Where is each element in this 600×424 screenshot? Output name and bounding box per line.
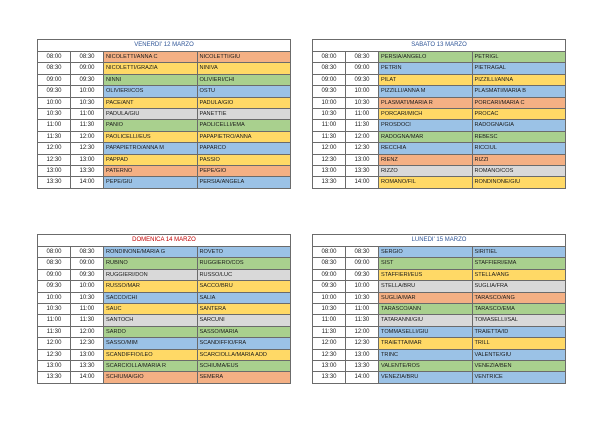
start-time-cell: 12:30	[313, 154, 346, 165]
end-time-cell: 14:00	[346, 177, 379, 188]
name-cell-second: RADOGNA/GIA	[472, 120, 566, 131]
end-time-cell: 11:30	[346, 315, 379, 326]
table-row	[38, 315, 291, 326]
start-time-cell: 08:30	[313, 258, 346, 269]
table-row	[38, 372, 291, 383]
name-cell-first: RUGGIERI/DON	[104, 269, 198, 280]
end-time-cell: 12:00	[71, 131, 104, 142]
name-cell-second: SUGLIA/FRA	[472, 281, 566, 292]
start-time-cell: 08:30	[38, 258, 71, 269]
name-cell-second: TARASCO/ANG	[472, 292, 566, 303]
start-time-cell: 10:00	[38, 292, 71, 303]
name-cell-first: SCANDIFFIO/LEO	[104, 349, 198, 360]
day-title: SABATO 13 MARZO	[313, 40, 566, 52]
name-cell-second: OLIVIERI/CHI	[197, 74, 291, 85]
end-time-cell: 13:30	[71, 361, 104, 372]
name-cell-first: SASSO/MIM	[104, 338, 198, 349]
name-cell-second: PIETRAGAL	[472, 63, 566, 74]
start-time-cell: 12:30	[313, 349, 346, 360]
name-cell-first: PATERNO	[104, 166, 198, 177]
name-cell-second: PASSIO	[197, 154, 291, 165]
name-cell-first: TOMMASELLI/GIU	[379, 326, 473, 337]
name-cell-second: OSTU	[197, 86, 291, 97]
table-row	[38, 52, 291, 63]
name-cell-first: PORCARI/MICH	[379, 109, 473, 120]
name-cell-second: PAPARCO	[197, 143, 291, 154]
start-time-cell: 12:30	[38, 154, 71, 165]
table-row	[38, 258, 291, 269]
name-cell-first: TRINC	[379, 349, 473, 360]
name-cell-first: NICOLETTI/GRAZIA	[104, 63, 198, 74]
name-cell-second: SANTERA	[197, 304, 291, 315]
table-row	[313, 338, 566, 349]
name-cell-first: RUSSO/MAR	[104, 281, 198, 292]
name-cell-first: SARDO	[104, 326, 198, 337]
name-cell-second: RONDINONE/GIU	[472, 177, 566, 188]
table-row	[38, 177, 291, 188]
end-time-cell: 10:00	[346, 86, 379, 97]
name-cell-second: PIZZILLI/ANNA	[472, 74, 566, 85]
day-title: VENERDI' 12 MARZO	[38, 40, 291, 52]
end-time-cell: 12:30	[71, 338, 104, 349]
end-time-cell: 09:00	[346, 63, 379, 74]
end-time-cell: 09:30	[71, 74, 104, 85]
table-row	[313, 247, 566, 258]
table-row	[313, 86, 566, 97]
name-cell-second: RUSSO/LUC	[197, 269, 291, 280]
end-time-cell: 13:30	[346, 166, 379, 177]
start-time-cell: 09:30	[313, 86, 346, 97]
start-time-cell: 10:30	[38, 304, 71, 315]
name-cell-first: STAFFIERI/EUS	[379, 269, 473, 280]
name-cell-first: SACCO/CHI	[104, 292, 198, 303]
name-cell-second: SCHIUMA/EUS	[197, 361, 291, 372]
table-row	[313, 292, 566, 303]
start-time-cell: 09:00	[38, 74, 71, 85]
end-time-cell: 09:00	[71, 258, 104, 269]
table-row	[313, 131, 566, 142]
table-row	[38, 247, 291, 258]
name-cell-first: PILAT	[379, 74, 473, 85]
table-row	[313, 166, 566, 177]
table-row	[38, 281, 291, 292]
end-time-cell: 12:00	[346, 131, 379, 142]
table-row	[38, 361, 291, 372]
table-row	[38, 86, 291, 97]
name-cell-second: PEPE/GIO	[197, 166, 291, 177]
name-cell-first: PANIO	[104, 120, 198, 131]
start-time-cell: 11:30	[313, 131, 346, 142]
start-time-cell: 11:00	[38, 315, 71, 326]
end-time-cell: 10:30	[71, 292, 104, 303]
end-time-cell: 09:30	[71, 269, 104, 280]
table-row	[38, 269, 291, 280]
table-row	[38, 154, 291, 165]
name-cell-second: PLASMATI/MARIA B	[472, 86, 566, 97]
start-time-cell: 08:00	[313, 247, 346, 258]
end-time-cell: 13:30	[71, 166, 104, 177]
table-row	[313, 372, 566, 383]
name-cell-first: RECCHIA	[379, 143, 473, 154]
end-time-cell: 14:00	[71, 177, 104, 188]
table-row	[313, 109, 566, 120]
start-time-cell: 10:00	[38, 97, 71, 108]
name-cell-second: NINIVA	[197, 63, 291, 74]
end-time-cell: 09:30	[346, 74, 379, 85]
start-time-cell: 11:30	[38, 326, 71, 337]
name-cell-first: SUGLIA/MAR	[379, 292, 473, 303]
end-time-cell: 12:30	[71, 143, 104, 154]
end-time-cell: 10:30	[346, 292, 379, 303]
table-row	[38, 326, 291, 337]
end-time-cell: 14:00	[71, 372, 104, 383]
name-cell-second: REBESC	[472, 131, 566, 142]
name-cell-second: SALIA	[197, 292, 291, 303]
schedule-body	[313, 247, 566, 384]
start-time-cell: 10:00	[313, 97, 346, 108]
start-time-cell: 13:00	[38, 166, 71, 177]
end-time-cell: 09:00	[346, 258, 379, 269]
start-time-cell: 09:30	[38, 86, 71, 97]
table-row	[38, 97, 291, 108]
name-cell-first: PAPAPIETRO/ANNA M	[104, 143, 198, 154]
name-cell-first: PLASMATI/MARIA R	[379, 97, 473, 108]
end-time-cell: 08:30	[346, 247, 379, 258]
table-row	[38, 120, 291, 131]
name-cell-first: OLIVIERI/COS	[104, 86, 198, 97]
name-cell-first: PEPE/GIU	[104, 177, 198, 188]
name-cell-second: PANETTIE	[197, 109, 291, 120]
table-row	[313, 154, 566, 165]
schedule-table-day-1	[37, 39, 291, 189]
name-cell-second: SCANDIFFIO/FRA	[197, 338, 291, 349]
name-cell-first: RUBINO	[104, 258, 198, 269]
name-cell-first: VENEZIA/BRU	[379, 372, 473, 383]
end-time-cell: 13:30	[346, 361, 379, 372]
table-row	[313, 177, 566, 188]
table-row	[313, 74, 566, 85]
end-time-cell: 10:30	[346, 97, 379, 108]
name-cell-second: PORCARI/MARIA C	[472, 97, 566, 108]
table-row	[313, 281, 566, 292]
table-row	[313, 120, 566, 131]
start-time-cell: 13:30	[313, 177, 346, 188]
name-cell-first: SIST	[379, 258, 473, 269]
start-time-cell: 11:30	[38, 131, 71, 142]
name-cell-first: RIENZ	[379, 154, 473, 165]
start-time-cell: 11:00	[38, 120, 71, 131]
end-time-cell: 12:30	[346, 143, 379, 154]
name-cell-first: PACE/ANT	[104, 97, 198, 108]
start-time-cell: 13:30	[313, 372, 346, 383]
end-time-cell: 08:30	[346, 52, 379, 63]
table-row	[313, 63, 566, 74]
name-cell-second: SIRITIEL	[472, 247, 566, 258]
name-cell-second: TRAIETTA/ID	[472, 326, 566, 337]
start-time-cell: 08:00	[38, 247, 71, 258]
name-cell-first: PAPPAD	[104, 154, 198, 165]
end-time-cell: 08:30	[71, 247, 104, 258]
name-cell-second: VENTRICE	[472, 372, 566, 383]
end-time-cell: 12:30	[346, 338, 379, 349]
table-row	[38, 143, 291, 154]
end-time-cell: 11:00	[71, 109, 104, 120]
name-cell-second: SASSO/MARIA	[197, 326, 291, 337]
end-time-cell: 10:00	[71, 86, 104, 97]
table-row	[313, 143, 566, 154]
start-time-cell: 13:00	[313, 166, 346, 177]
end-time-cell: 11:00	[346, 109, 379, 120]
name-cell-first: TATARANNI/GIU	[379, 315, 473, 326]
start-time-cell: 11:00	[313, 315, 346, 326]
start-time-cell: 12:00	[313, 143, 346, 154]
schedule-table-day-3	[37, 234, 291, 384]
name-cell-second: PAOLICELLI/EMA	[197, 120, 291, 131]
start-time-cell: 08:00	[313, 52, 346, 63]
end-time-cell: 11:00	[346, 304, 379, 315]
end-time-cell: 10:00	[346, 281, 379, 292]
start-time-cell: 08:30	[313, 63, 346, 74]
name-cell-second: ROMANO/COS	[472, 166, 566, 177]
end-time-cell: 09:00	[71, 63, 104, 74]
start-time-cell: 12:30	[38, 349, 71, 360]
name-cell-second: RUGGIERO/COS	[197, 258, 291, 269]
table-row	[313, 315, 566, 326]
name-cell-first: SANTOCH	[104, 315, 198, 326]
schedule-body	[313, 52, 566, 189]
schedule-body	[38, 247, 291, 384]
start-time-cell: 09:30	[38, 281, 71, 292]
name-cell-first: STELLA/BRU	[379, 281, 473, 292]
end-time-cell: 13:00	[71, 154, 104, 165]
table-row	[38, 292, 291, 303]
name-cell-first: PAOLICELLI/EUS	[104, 131, 198, 142]
name-cell-first: PROSDOCI	[379, 120, 473, 131]
start-time-cell: 11:00	[313, 120, 346, 131]
start-time-cell: 10:30	[313, 304, 346, 315]
name-cell-second: SACCO/BRU	[197, 281, 291, 292]
end-time-cell: 10:30	[71, 97, 104, 108]
start-time-cell: 09:00	[313, 74, 346, 85]
start-time-cell: 12:00	[38, 143, 71, 154]
name-cell-first: RIZZO	[379, 166, 473, 177]
name-cell-second: SEMERA	[197, 372, 291, 383]
name-cell-second: PROCAC	[472, 109, 566, 120]
name-cell-second: TOMASELLI/SAL	[472, 315, 566, 326]
name-cell-first: PADULA/GIU	[104, 109, 198, 120]
name-cell-first: TARASCO/ANN	[379, 304, 473, 315]
name-cell-second: STAFFIERI/EMA	[472, 258, 566, 269]
table-row	[38, 74, 291, 85]
table-row	[38, 166, 291, 177]
name-cell-second: PETRIGL	[472, 52, 566, 63]
name-cell-first: RONDINONE/MARIA G	[104, 247, 198, 258]
end-time-cell: 11:30	[346, 120, 379, 131]
start-time-cell: 10:30	[313, 109, 346, 120]
name-cell-second: SCARCIOLLA/MARIA ADD	[197, 349, 291, 360]
name-cell-second: RIZZI	[472, 154, 566, 165]
day-title: DOMENICA 14 MARZO	[38, 235, 291, 247]
name-cell-first: NINNI	[104, 74, 198, 85]
name-cell-second: PADULA/GIO	[197, 97, 291, 108]
name-cell-second: VENEZIA/BEN	[472, 361, 566, 372]
table-row	[313, 349, 566, 360]
name-cell-second: TRILL	[472, 338, 566, 349]
day-title: LUNEDI' 15 MARZO	[313, 235, 566, 247]
name-cell-second: ROVETO	[197, 247, 291, 258]
start-time-cell: 12:00	[38, 338, 71, 349]
start-time-cell: 10:00	[313, 292, 346, 303]
start-time-cell: 13:30	[38, 372, 71, 383]
start-time-cell: 13:00	[313, 361, 346, 372]
name-cell-first: RADOGNA/MAR	[379, 131, 473, 142]
table-row	[38, 338, 291, 349]
schedule-body	[38, 52, 291, 189]
name-cell-first: PERSIA/ANGELO	[379, 52, 473, 63]
name-cell-first: NICOLETTI/ANNA C	[104, 52, 198, 63]
table-row	[38, 349, 291, 360]
name-cell-second: PAPAPIETRO/ANNA	[197, 131, 291, 142]
schedule-table-day-2	[312, 39, 566, 189]
name-cell-second: VALENTE/GIU	[472, 349, 566, 360]
start-time-cell: 10:30	[38, 109, 71, 120]
name-cell-second: RICCIUL	[472, 143, 566, 154]
end-time-cell: 11:00	[71, 304, 104, 315]
start-time-cell: 08:30	[38, 63, 71, 74]
table-row	[313, 326, 566, 337]
table-row	[38, 63, 291, 74]
name-cell-first: PIZZILLI/ANNA M	[379, 86, 473, 97]
table-row	[313, 97, 566, 108]
table-row	[38, 304, 291, 315]
name-cell-first: ROMANO/FIL	[379, 177, 473, 188]
table-row	[313, 304, 566, 315]
end-time-cell: 12:00	[346, 326, 379, 337]
table-row	[313, 361, 566, 372]
start-time-cell: 13:00	[38, 361, 71, 372]
name-cell-first: PETRIN	[379, 63, 473, 74]
start-time-cell: 13:30	[38, 177, 71, 188]
end-time-cell: 09:30	[346, 269, 379, 280]
table-row	[38, 131, 291, 142]
table-row	[38, 109, 291, 120]
start-time-cell: 11:30	[313, 326, 346, 337]
name-cell-second: NICOLETTI/GIU	[197, 52, 291, 63]
table-row	[313, 258, 566, 269]
name-cell-second: SARCUNI	[197, 315, 291, 326]
end-time-cell: 13:00	[346, 349, 379, 360]
name-cell-second: PERSIA/ANGELA	[197, 177, 291, 188]
end-time-cell: 11:30	[71, 315, 104, 326]
end-time-cell: 08:30	[71, 52, 104, 63]
name-cell-first: SCHIUMA/GIO	[104, 372, 198, 383]
name-cell-first: TRAIETTA/MAR	[379, 338, 473, 349]
name-cell-first: VALENTE/ROS	[379, 361, 473, 372]
name-cell-second: STELLA/ANG	[472, 269, 566, 280]
start-time-cell: 12:00	[313, 338, 346, 349]
schedule-table-day-4	[312, 234, 566, 384]
end-time-cell: 11:30	[71, 120, 104, 131]
name-cell-second: TARASCO/EMA	[472, 304, 566, 315]
end-time-cell: 14:00	[346, 372, 379, 383]
start-time-cell: 09:30	[313, 281, 346, 292]
start-time-cell: 09:00	[313, 269, 346, 280]
name-cell-first: SCARCIOLLA/MARIA R	[104, 361, 198, 372]
end-time-cell: 10:00	[71, 281, 104, 292]
name-cell-first: SAUC	[104, 304, 198, 315]
end-time-cell: 12:00	[71, 326, 104, 337]
start-time-cell: 08:00	[38, 52, 71, 63]
end-time-cell: 13:00	[71, 349, 104, 360]
name-cell-first: SERGIO	[379, 247, 473, 258]
end-time-cell: 13:00	[346, 154, 379, 165]
table-row	[313, 52, 566, 63]
table-row	[313, 269, 566, 280]
start-time-cell: 09:00	[38, 269, 71, 280]
